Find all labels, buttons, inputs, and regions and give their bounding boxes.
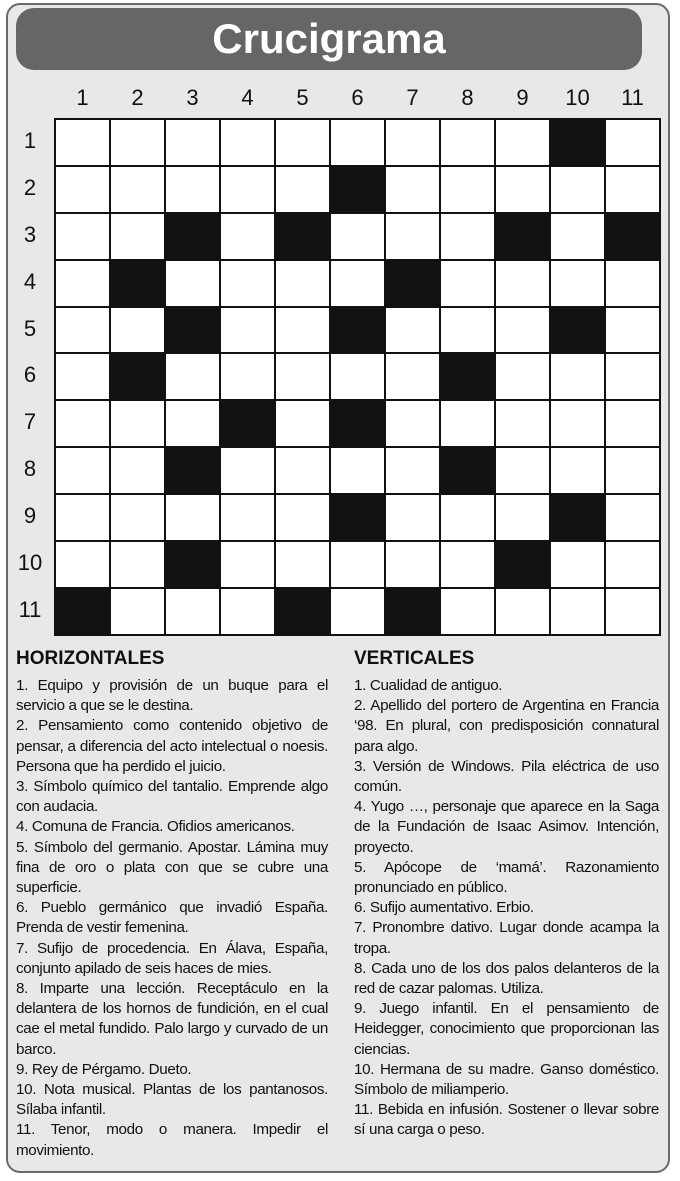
white-cell[interactable] [56, 495, 111, 542]
row-number: 6 [23, 362, 37, 388]
clue-text: 10. Nota musical. Plantas de los pantanosos. Sílaba infantil. [16, 1081, 328, 1119]
white-cell[interactable] [331, 261, 386, 308]
clue-text: 11. Tenor, modo o manera. Impedir el movimiento. [16, 1121, 328, 1159]
white-cell[interactable] [111, 401, 166, 448]
white-cell[interactable] [551, 589, 606, 636]
white-cell[interactable] [551, 167, 606, 214]
white-cell[interactable] [221, 354, 276, 401]
black-cell [496, 542, 551, 589]
white-cell[interactable] [441, 495, 496, 542]
white-cell[interactable] [496, 589, 551, 636]
horizontal-clues [16, 646, 328, 1161]
white-cell[interactable] [386, 495, 441, 542]
black-cell [441, 448, 496, 495]
white-cell[interactable] [221, 261, 276, 308]
white-cell[interactable] [276, 120, 331, 167]
clue-text: 2. Pensamiento como contenido objetivo de pensar, a diferencia del acto intelectual o noesis. Persona que ha perdido el juicio. [16, 717, 328, 775]
row-number: 8 [23, 456, 37, 482]
black-cell [331, 401, 386, 448]
black-cell [606, 214, 661, 261]
white-cell[interactable] [111, 589, 166, 636]
clue-text: 9. Juego infantil. En el pensamiento de Heidegger, conocimiento que proporcionan las ciencias. [354, 1000, 659, 1058]
white-cell[interactable] [221, 308, 276, 355]
clue-text: 11. Bebida en infusión. Sostener o llevar sobre sí una carga o peso. [354, 1101, 659, 1139]
white-cell[interactable] [111, 167, 166, 214]
white-cell[interactable] [551, 542, 606, 589]
black-cell [166, 542, 221, 589]
white-cell[interactable] [276, 542, 331, 589]
black-cell [166, 308, 221, 355]
white-cell[interactable] [56, 542, 111, 589]
white-cell[interactable] [606, 589, 661, 636]
black-cell [221, 401, 276, 448]
row-number: 9 [23, 503, 37, 529]
crossword-grid [54, 118, 661, 636]
white-cell[interactable] [56, 448, 111, 495]
white-cell[interactable] [221, 448, 276, 495]
white-cell[interactable] [221, 589, 276, 636]
white-cell[interactable] [331, 589, 386, 636]
white-cell[interactable] [606, 308, 661, 355]
white-cell[interactable] [606, 354, 661, 401]
white-cell[interactable] [111, 214, 166, 261]
white-cell[interactable] [551, 261, 606, 308]
white-cell[interactable] [551, 448, 606, 495]
white-cell[interactable] [496, 308, 551, 355]
vertical-clues [354, 646, 659, 1141]
row-number: 1 [23, 128, 37, 153]
white-cell[interactable] [496, 167, 551, 214]
black-cell [276, 589, 331, 636]
horizontal-clue-list [16, 676, 328, 1161]
white-cell[interactable] [331, 542, 386, 589]
row-number: 2 [23, 174, 37, 200]
white-cell[interactable] [276, 495, 331, 542]
clue-text: 8. Imparte una lección. Receptáculo en la delantera de los hornos de fundición, en el cual cae el metal fundido. Palo largo y curvado de un barco. [16, 980, 328, 1058]
white-cell[interactable] [166, 354, 221, 401]
white-cell[interactable] [496, 261, 551, 308]
white-cell[interactable] [166, 589, 221, 636]
white-cell[interactable] [166, 401, 221, 448]
row-number: 5 [23, 315, 37, 341]
column-number: 3 [186, 85, 199, 110]
white-cell[interactable] [606, 542, 661, 589]
white-cell[interactable] [111, 308, 166, 355]
vertical-clue-list [354, 676, 659, 1141]
white-cell[interactable] [496, 448, 551, 495]
row-number: 4 [23, 268, 37, 294]
vertical-heading: VERTICALES [354, 648, 475, 669]
clue-text: 9. Rey de Pérgamo. Dueto. [16, 1060, 192, 1078]
white-cell[interactable] [111, 495, 166, 542]
black-cell [331, 495, 386, 542]
clues-area [16, 646, 662, 1166]
white-cell[interactable] [606, 401, 661, 448]
white-cell[interactable] [606, 448, 661, 495]
clue-text: 4. Comuna de Francia. Ofidios americanos. [16, 818, 295, 836]
column-number: 9 [516, 85, 529, 110]
clue-text: 4. Yugo …, personaje que aparece en la Saga de la Fundación de Isaac Asimov. Intención, proyecto. [354, 798, 659, 856]
white-cell[interactable] [166, 120, 221, 167]
white-cell[interactable] [551, 401, 606, 448]
white-cell[interactable] [386, 167, 441, 214]
clue-text: 3. Versión de Windows. Pila eléctrica de uso común. [354, 757, 659, 796]
white-cell[interactable] [441, 401, 496, 448]
column-number: 10 [565, 85, 590, 110]
white-cell[interactable] [441, 542, 496, 589]
clue-text: 5. Símbolo del germanio. Apostar. Lámina muy fina de oro o plata con que se cubre una superficie. [16, 838, 328, 897]
white-cell[interactable] [56, 261, 111, 308]
white-cell[interactable] [276, 261, 331, 308]
black-cell [56, 589, 111, 636]
clue-text: 10. Hermana de su madre. Ganso doméstico. Símbolo de miliamperio. [354, 1060, 659, 1099]
clue-text: 8. Cada uno de los dos palos delanteros de la red de cazar palomas. Utiliza. [354, 959, 659, 998]
white-cell[interactable] [496, 120, 551, 167]
white-cell[interactable] [496, 354, 551, 401]
row-number: 7 [23, 409, 37, 435]
row-number: 11 [18, 596, 42, 622]
white-cell[interactable] [496, 495, 551, 542]
clue-text: 2. Apellido del portero de Argentina en Francia ‘98. En plural, con predisposición connatural para algo. [354, 697, 659, 755]
white-cell[interactable] [441, 167, 496, 214]
white-cell[interactable] [386, 401, 441, 448]
white-cell[interactable] [386, 354, 441, 401]
black-cell [386, 589, 441, 636]
white-cell[interactable] [56, 120, 111, 167]
horizontal-heading: HORIZONTALES [16, 648, 165, 669]
white-cell[interactable] [166, 495, 221, 542]
white-cell[interactable] [111, 542, 166, 589]
white-cell[interactable] [166, 261, 221, 308]
white-cell[interactable] [221, 495, 276, 542]
clue-text: 7. Pronombre dativo. Lugar donde acampa la tropa. [354, 919, 659, 957]
white-cell[interactable] [56, 401, 111, 448]
white-cell[interactable] [166, 167, 221, 214]
white-cell[interactable] [276, 354, 331, 401]
black-cell [331, 308, 386, 355]
black-cell [551, 308, 606, 355]
clue-text: 6. Sufijo aumentativo. Erbio. [354, 899, 534, 917]
column-number: 7 [406, 85, 419, 110]
white-cell[interactable] [276, 401, 331, 448]
white-cell[interactable] [551, 214, 606, 261]
white-cell[interactable] [606, 120, 661, 167]
white-cell[interactable] [386, 542, 441, 589]
white-cell[interactable] [606, 167, 661, 214]
column-number: 8 [461, 85, 474, 110]
black-cell [386, 261, 441, 308]
black-cell [551, 495, 606, 542]
clue-text: 5. Apócope de ‘mamá’. Razonamiento pronunciado en público. [354, 858, 659, 897]
column-number: 11 [621, 85, 644, 110]
column-numbers [55, 84, 660, 112]
white-cell[interactable] [276, 308, 331, 355]
white-cell[interactable] [441, 214, 496, 261]
white-cell[interactable] [496, 401, 551, 448]
white-cell[interactable] [221, 167, 276, 214]
white-cell[interactable] [111, 448, 166, 495]
white-cell[interactable] [551, 354, 606, 401]
white-cell[interactable] [56, 167, 111, 214]
clue-text: 1. Equipo y provisión de un buque para el servicio a que se le destina. [16, 677, 328, 715]
title-banner [16, 8, 642, 70]
white-cell[interactable] [221, 120, 276, 167]
black-cell [551, 120, 606, 167]
clue-text: 3. Símbolo químico del tantalio. Emprende algo con audacia. [16, 778, 328, 816]
white-cell[interactable] [441, 308, 496, 355]
white-cell[interactable] [386, 120, 441, 167]
white-cell[interactable] [56, 308, 111, 355]
clue-text: 1. Cualidad de antiguo. [354, 677, 503, 694]
clue-text: 6. Pueblo germánico que invadió España. Prenda de vestir femenina. [16, 899, 328, 937]
column-number: 5 [296, 85, 309, 110]
white-cell[interactable] [56, 354, 111, 401]
row-number: 3 [23, 221, 37, 247]
black-cell [441, 354, 496, 401]
white-cell[interactable] [386, 308, 441, 355]
black-cell [111, 261, 166, 308]
white-cell[interactable] [276, 167, 331, 214]
white-cell[interactable] [56, 214, 111, 261]
white-cell[interactable] [386, 214, 441, 261]
white-cell[interactable] [331, 214, 386, 261]
white-cell[interactable] [441, 120, 496, 167]
black-cell [111, 354, 166, 401]
column-number: 1 [76, 85, 89, 110]
row-numbers [10, 118, 50, 634]
white-cell[interactable] [331, 448, 386, 495]
page-title: Crucigrama [212, 15, 446, 62]
black-cell [166, 214, 221, 261]
clue-text: 7. Sufijo de procedencia. En Álava, España, conjunto apilado de seis haces de mies. [16, 939, 328, 977]
black-cell [331, 167, 386, 214]
white-cell[interactable] [606, 261, 661, 308]
black-cell [496, 214, 551, 261]
white-cell[interactable] [386, 448, 441, 495]
white-cell[interactable] [111, 120, 166, 167]
white-cell[interactable] [221, 214, 276, 261]
column-number: 2 [131, 85, 144, 110]
white-cell[interactable] [276, 448, 331, 495]
white-cell[interactable] [606, 495, 661, 542]
white-cell[interactable] [441, 589, 496, 636]
black-cell [276, 214, 331, 261]
black-cell [166, 448, 221, 495]
white-cell[interactable] [331, 120, 386, 167]
column-number: 6 [351, 85, 364, 110]
white-cell[interactable] [331, 354, 386, 401]
white-cell[interactable] [441, 261, 496, 308]
row-number: 10 [17, 550, 43, 576]
column-number: 4 [241, 85, 254, 110]
white-cell[interactable] [221, 542, 276, 589]
